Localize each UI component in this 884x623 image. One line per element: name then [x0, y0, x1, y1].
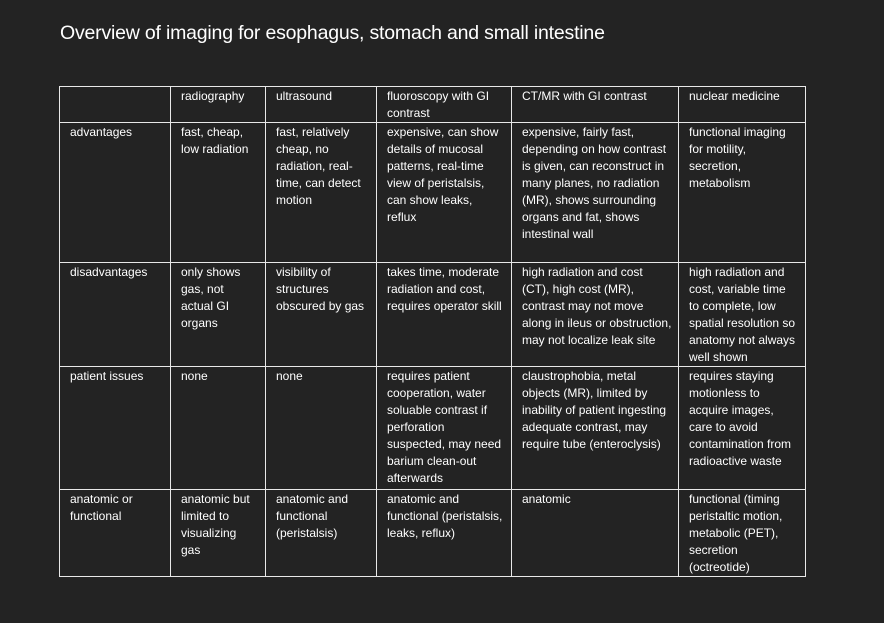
row-label: disadvantages — [60, 263, 171, 367]
table-cell: fast, cheap, low radiation — [171, 123, 266, 263]
table-cell: visibility of structures obscured by gas — [266, 263, 377, 367]
table-row-disadvantages — [60, 263, 806, 367]
table-row-anatomic-or-functional — [60, 490, 806, 577]
table-cell: functional imaging for motility, secretion, metabolism — [679, 123, 806, 263]
table-cell: expensive, fairly fast, depending on how contrast is given, can reconstruct in many planes, no radiation (MR), shows surrounding organs and fat, shows intestinal wall — [512, 123, 679, 263]
table-cell: none — [171, 367, 266, 490]
header-cell-ct-mr: CT/MR with GI contrast — [512, 87, 679, 123]
table-row-advantages — [60, 123, 806, 263]
table-cell: high radiation and cost (CT), high cost (MR), contrast may not move along in ileus or obstruction, may not localize leak site — [512, 263, 679, 367]
table-cell: functional (timing peristaltic motion, metabolic (PET), secretion (octreotide) — [679, 490, 806, 577]
table-cell: only shows gas, not actual GI organs — [171, 263, 266, 367]
header-cell-ultrasound: ultrasound — [266, 87, 377, 123]
header-cell-nuclear-medicine: nuclear medicine — [679, 87, 806, 123]
table-cell: expensive, can show details of mucosal patterns, real-time view of peristalsis, can show leaks, reflux — [377, 123, 512, 263]
table-row-patient-issues — [60, 367, 806, 490]
table-cell: fast, relatively cheap, no radiation, real-time, can detect motion — [266, 123, 377, 263]
imaging-overview-table — [59, 86, 806, 577]
table-cell: anatomic and functional (peristalsis) — [266, 490, 377, 577]
page-title: Overview of imaging for esophagus, stomach and small intestine — [60, 22, 605, 44]
header-cell-fluoroscopy: fluoroscopy with GI contrast — [377, 87, 512, 123]
table-cell: anatomic but limited to visualizing gas — [171, 490, 266, 577]
table-cell: high radiation and cost, variable time to complete, low spatial resolution so anatomy not always well shown — [679, 263, 806, 367]
table-cell: claustrophobia, metal objects (MR), limited by inability of patient ingesting adequate contrast, may require tube (enteroclysis) — [512, 367, 679, 490]
table-cell: requires staying motionless to acquire images, care to avoid contamination from radioactive waste — [679, 367, 806, 490]
table-cell: takes time, moderate radiation and cost, requires operator skill — [377, 263, 512, 367]
table-cell: requires patient cooperation, water soluable contrast if perforation suspected, may need barium clean-out afterwards — [377, 367, 512, 490]
table-cell: none — [266, 367, 377, 490]
header-cell-radiography: radiography — [171, 87, 266, 123]
header-cell-empty — [60, 87, 171, 123]
table-header-row — [60, 87, 806, 123]
table-cell: anatomic — [512, 490, 679, 577]
row-label: advantages — [60, 123, 171, 263]
row-label: anatomic or functional — [60, 490, 171, 577]
table-cell: anatomic and functional (peristalsis, leaks, reflux) — [377, 490, 512, 577]
row-label: patient issues — [60, 367, 171, 490]
